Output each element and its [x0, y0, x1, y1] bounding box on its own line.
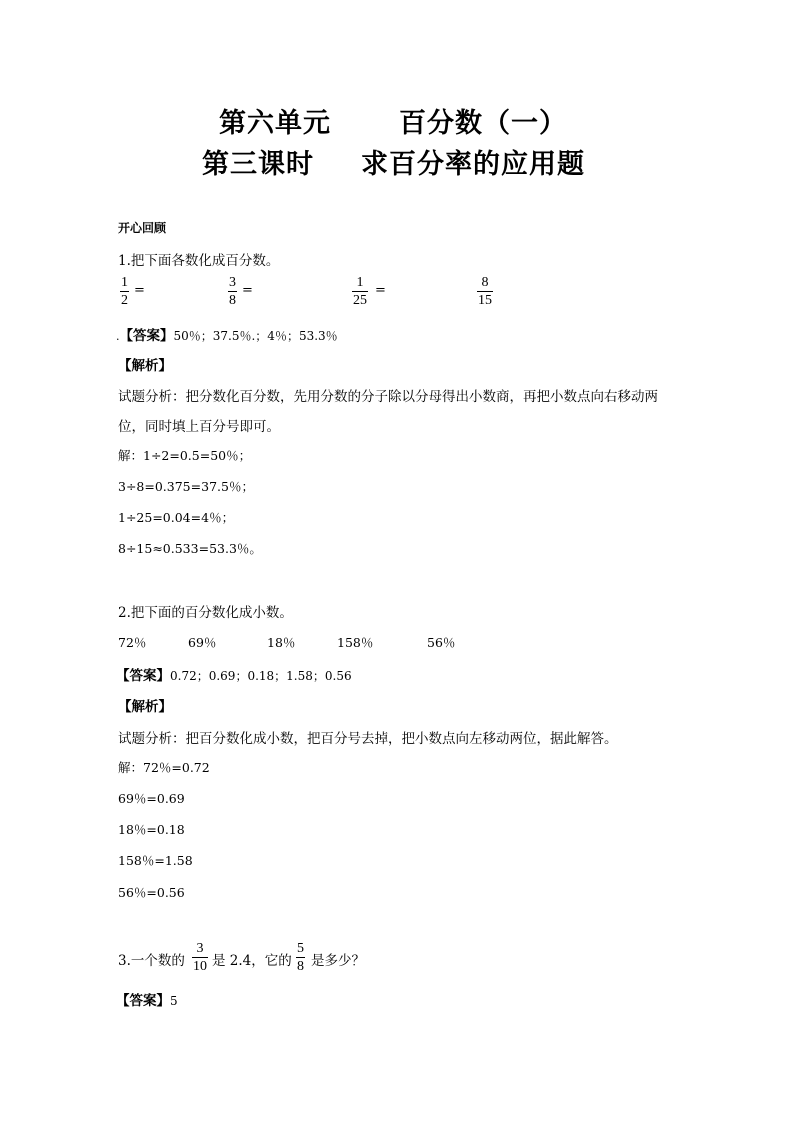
q1-fraction-3-equals: = [375, 283, 386, 298]
q3-middle: 是 2.4，它的 [212, 953, 292, 969]
title-line2-part1: 第三课时 [202, 149, 314, 180]
q2-question: 2.把下面的百分数化成小数。 [118, 605, 293, 621]
q2-analysis-label: 【解析】 [118, 699, 172, 715]
q1-analysis-line1: 试题分析：把分数化百分数，先用分数的分子除以分母得出小数商，再把小数点向右移动两 [118, 389, 658, 405]
q2-answer-text: 0.72；0.69；0.18；1.58；0.56 [170, 669, 352, 683]
q2-answer-label: 【答案】 [116, 668, 170, 684]
q2-solution-line-2: 69％=0.69 [118, 791, 185, 806]
q3-fraction-2 [296, 940, 305, 975]
q3-fraction-2-numerator: 5 [297, 941, 304, 956]
title-line1-part1: 第六单元 [219, 108, 331, 139]
q1-question: 1.把下面各数化成百分数。 [118, 253, 280, 269]
q1-fraction-1-denominator: 2 [121, 293, 128, 308]
q1-fraction-1-equals: = [134, 283, 145, 298]
q2-answer [116, 664, 352, 684]
q3-fraction-2-denominator: 8 [297, 959, 304, 974]
q2-item-2: 69％ [188, 635, 217, 650]
q1-solution-line-1: 解：1÷2=0.5=50％； [118, 448, 252, 463]
q1-fraction-2-equals: = [242, 283, 253, 298]
q1-answer [116, 324, 338, 344]
q3-answer [116, 989, 178, 1009]
q1-analysis-label: 【解析】 [118, 358, 172, 374]
title-line2-part2: 求百分率的应用题 [361, 149, 585, 180]
q1-analysis-line2: 位，同时填上百分号即可。 [118, 419, 280, 435]
q1-solution-line-4: 8÷15≈0.533=53.3％。 [118, 541, 262, 556]
q1-answer-label: 【答案】 [119, 328, 174, 344]
q3-fraction-1-numerator: 3 [196, 941, 204, 956]
q1-solution-line-2: 3÷8=0.375=37.5％； [118, 479, 254, 494]
q1-answer-prefix: . [116, 330, 120, 343]
q3-answer-label: 【答案】 [116, 993, 170, 1009]
q1-fraction-1 [120, 274, 129, 309]
q1-fraction-3 [352, 274, 368, 309]
q3-fraction-1-denominator: 10 [193, 959, 207, 974]
q3-suffix: 是多少？ [311, 953, 365, 969]
q3-prefix: 3.一个数的 [118, 953, 185, 969]
q2-item-4: 158％ [337, 635, 374, 650]
q1-fraction-3-denominator: 25 [353, 293, 367, 308]
section-heading: 开心回顾 [118, 221, 167, 235]
q3-fraction-1 [192, 940, 208, 975]
q1-fraction-2-numerator: 3 [229, 275, 236, 290]
q2-solution-line-5: 56％=0.56 [118, 885, 185, 900]
q1-fraction-3-numerator: 1 [356, 275, 364, 290]
q2-item-1: 72％ [118, 635, 147, 650]
q2-solution-line-1: 解：72％=0.72 [118, 760, 210, 775]
title-line1-part2: 百分数（一） [399, 108, 567, 139]
q1-solution-line-3: 1÷25=0.04=4％； [118, 510, 235, 525]
q3-answer-text: 5 [170, 994, 178, 1008]
q2-analysis-line1: 试题分析：把百分数化成小数，把百分号去掉，把小数点向左移动两位，据此解答。 [118, 731, 618, 747]
q2-solution-line-4: 158％=1.58 [118, 853, 193, 868]
q1-answer-text: 50％；37.5％.；4％；53.3％ [173, 329, 338, 343]
q1-fraction-2 [228, 274, 237, 309]
q1-fraction-2-denominator: 8 [229, 293, 236, 308]
q2-item-5: 56％ [427, 635, 456, 650]
q1-fraction-4-numerator: 8 [481, 275, 489, 290]
q1-fraction-4-denominator: 15 [478, 293, 492, 308]
q1-fraction-1-numerator: 1 [121, 275, 128, 290]
q2-item-3: 18％ [267, 635, 296, 650]
q1-fraction-4 [477, 274, 493, 309]
q2-solution-line-3: 18％=0.18 [118, 822, 185, 837]
